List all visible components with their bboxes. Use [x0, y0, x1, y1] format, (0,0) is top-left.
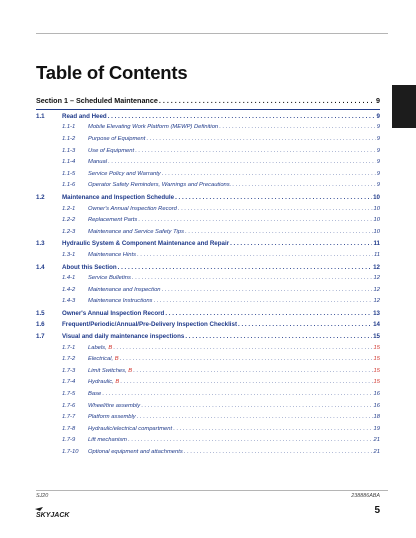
leader-dots [162, 171, 376, 177]
toc-entry-title [88, 171, 161, 177]
toc-entry[interactable] [36, 391, 380, 403]
toc-entry-page: 9 [376, 112, 380, 120]
toc-entry-text: About this Section [62, 263, 117, 271]
leader-dots [153, 298, 372, 304]
toc-entry-page: 16 [373, 391, 380, 398]
toc-entry-number: 1.7-2 [62, 356, 76, 363]
toc-entry-number: 1.1-5 [62, 170, 76, 177]
toc-entry[interactable] [36, 287, 380, 299]
toc-entry-page: 12 [373, 275, 380, 282]
toc-entry-number: 1.7-7 [62, 414, 76, 421]
toc-entry-number: 1.7-9 [62, 437, 76, 444]
leader-dots [159, 96, 375, 105]
leader-dots [165, 310, 372, 317]
toc-entry-text: Maintenance Hints [88, 251, 137, 258]
toc-entry-title [88, 345, 112, 351]
toc-entry-text: Limit Switches, [88, 367, 127, 374]
toc-entry[interactable] [36, 414, 380, 426]
toc-entry[interactable] [36, 310, 380, 322]
toc-entry-title [88, 252, 136, 258]
toc-entry-title [88, 206, 177, 212]
toc-entry-title [62, 333, 184, 340]
toc-entry-title [88, 391, 101, 397]
leader-dots [175, 194, 372, 201]
toc-entry-text: Operator Safety Reminders, Warnings and Precautions. [88, 182, 232, 189]
section-underline [36, 109, 380, 110]
table-of-contents [36, 96, 380, 461]
leader-dots [102, 391, 372, 397]
toc-entry-page: 12 [373, 298, 380, 305]
toc-entry[interactable] [36, 356, 380, 368]
toc-entry[interactable] [36, 194, 380, 206]
toc-entry-page: 15 [373, 367, 380, 374]
header-rule [36, 33, 388, 34]
toc-entry[interactable] [36, 426, 380, 438]
toc-entry-page: 9 [376, 135, 380, 142]
toc-entry-title [62, 264, 117, 271]
toc-entry[interactable] [36, 437, 380, 449]
toc-entry-text: Labels, [88, 344, 107, 351]
leader-dots [238, 321, 372, 328]
toc-entry[interactable] [36, 252, 380, 264]
toc-entry-page: 15 [373, 344, 380, 351]
toc-entry-page: 13 [373, 309, 380, 317]
toc-entry-text: Read and Heed [62, 112, 107, 120]
leader-dots [108, 159, 376, 165]
toc-entry-text: Optional equipment and attachments [88, 449, 183, 456]
toc-entry-text: Visual and daily maintenance inspections [62, 333, 185, 341]
toc-entry-text: Maintenance Instructions [88, 298, 153, 305]
toc-entry-page: 9 [376, 159, 380, 166]
toc-entry-text: Service Bulletins [88, 275, 131, 282]
toc-entry-number: 1.7 [36, 333, 45, 341]
toc-entry[interactable] [36, 368, 380, 380]
toc-entries [36, 113, 380, 461]
leader-dots [137, 252, 373, 258]
toc-entry-text: Frequent/Periodic/Annual/Pre-Delivery Inspection Checklist [62, 321, 238, 329]
toc-entry-text: Owner's Annual Inspection Record [88, 205, 177, 212]
toc-entry[interactable] [36, 206, 380, 218]
logo-text: SKYJACK [36, 512, 70, 519]
toc-entry[interactable] [36, 321, 380, 333]
toc-entry-text: Replacement Parts [88, 217, 138, 224]
leader-dots [162, 287, 373, 293]
toc-entry-number: 1.7-10 [62, 449, 79, 456]
toc-entry-title [88, 229, 184, 235]
toc-entry[interactable] [36, 124, 380, 136]
toc-entry-revision-mark: B [128, 367, 133, 374]
toc-entry-number: 1.1-4 [62, 159, 76, 166]
leader-dots [185, 229, 373, 235]
leader-dots [133, 368, 372, 374]
leader-dots [173, 426, 372, 432]
toc-entry-number: 1.7-8 [62, 425, 76, 432]
toc-entry[interactable] [36, 148, 380, 160]
toc-entry-title [88, 287, 161, 293]
toc-entry-page: 15 [373, 333, 380, 341]
leader-dots [113, 345, 372, 351]
section-label: Section 1 – Scheduled Maintenance [36, 96, 158, 105]
toc-entry-title [88, 426, 172, 432]
toc-entry-text: Base [88, 391, 102, 398]
toc-entry-number: 1.7-1 [62, 344, 76, 351]
toc-section-1[interactable] [36, 96, 380, 108]
toc-entry-title [88, 437, 127, 443]
leader-dots [135, 148, 376, 154]
leader-dots [120, 356, 373, 362]
toc-entry-number: 1.4-1 [62, 275, 76, 282]
leader-dots [178, 206, 373, 212]
toc-entry-text: Use of Equipment [88, 147, 135, 154]
toc-entry-text: Hydraulic System & Component Maintenance and Repair [62, 240, 230, 248]
leader-dots [219, 124, 376, 130]
toc-entry-number: 1.4-3 [62, 298, 76, 305]
toc-entry-title [62, 240, 229, 247]
toc-entry-number: 1.7-3 [62, 367, 76, 374]
toc-entry-title [88, 298, 152, 304]
toc-entry-number: 1.2-3 [62, 228, 76, 235]
toc-entry[interactable] [36, 240, 380, 252]
toc-entry-number: 1.2-1 [62, 205, 76, 212]
toc-entry-page: 12 [373, 263, 380, 271]
toc-entry[interactable] [36, 403, 380, 415]
toc-entry[interactable] [36, 275, 380, 287]
toc-entry-title [88, 449, 183, 455]
toc-entry[interactable] [36, 333, 380, 345]
toc-entry-text: Maintenance and Inspection [88, 286, 161, 293]
toc-entry-title [62, 321, 237, 328]
toc-entry-title [88, 379, 119, 385]
section-thumb-tab [392, 85, 416, 128]
toc-entry-title [88, 403, 140, 409]
leader-dots [230, 240, 372, 247]
toc-entry[interactable] [36, 113, 380, 125]
toc-entry-page: 21 [373, 449, 380, 456]
toc-entry-number: 1.1-6 [62, 182, 76, 189]
toc-entry-page: 11 [373, 251, 380, 258]
toc-entry-revision-mark: B [115, 379, 120, 386]
toc-entry-number: 1.2-2 [62, 217, 76, 224]
toc-entry-title [88, 356, 119, 362]
toc-entry-number: 1.4 [36, 263, 45, 271]
toc-entry-page: 9 [376, 124, 380, 131]
skyjack-logo [34, 505, 72, 519]
toc-entry-page: 9 [376, 170, 380, 177]
toc-entry-title [62, 113, 107, 120]
leader-dots [141, 403, 372, 409]
toc-entry-revision-mark: B [114, 356, 119, 363]
toc-entry-text: Wheel/tire assembly [88, 402, 141, 409]
toc-entry-number: 1.3 [36, 240, 45, 248]
toc-entry-text: Hydraulic, [88, 379, 114, 386]
toc-entry-text: Platform assembly [88, 414, 136, 421]
leader-dots [138, 217, 372, 223]
leader-dots [120, 379, 372, 385]
toc-entry-page: 16 [373, 402, 380, 409]
toc-entry-number: 1.2 [36, 193, 45, 201]
toc-entry[interactable] [36, 217, 380, 229]
leader-dots [146, 136, 375, 142]
toc-entry-number: 1.7-4 [62, 379, 76, 386]
leader-dots [185, 333, 372, 340]
toc-entry-page: 18 [373, 414, 380, 421]
toc-entry-text: Purpose of Equipment [88, 135, 146, 142]
toc-entry[interactable] [36, 136, 380, 148]
toc-entry-number: 1.6 [36, 321, 45, 329]
toc-entry-number: 1.1-1 [62, 124, 76, 131]
toc-entry-page: 9 [376, 182, 380, 189]
toc-entry-page: 11 [373, 240, 380, 248]
toc-entry-text: Maintenance and Inspection Schedule [62, 193, 175, 201]
toc-entry-page: 9 [376, 147, 380, 154]
footer-rule [36, 490, 388, 491]
toc-entry-title [88, 159, 107, 165]
toc-entry-number: 1.1-3 [62, 147, 76, 154]
toc-entry-title [88, 124, 218, 130]
page-number: 5 [374, 505, 380, 516]
leader-dots [132, 275, 373, 281]
toc-entry-title [88, 182, 231, 188]
footer-model: SJ20 [36, 493, 49, 499]
leader-dots [128, 437, 373, 443]
toc-entry-number: 1.4-2 [62, 286, 76, 293]
toc-entry-page: 10 [373, 193, 380, 201]
toc-entry-text: Lift mechanism [88, 437, 127, 444]
leader-dots [108, 113, 376, 120]
leader-dots [184, 449, 373, 455]
leader-dots [118, 264, 372, 271]
toc-entry[interactable] [36, 159, 380, 171]
toc-entry-page: 10 [373, 217, 380, 224]
toc-entry-number: 1.7-5 [62, 391, 76, 398]
toc-entry-title [88, 368, 132, 374]
toc-entry-title [62, 310, 164, 317]
toc-entry-page: 12 [373, 286, 380, 293]
toc-entry-page: 15 [373, 356, 380, 363]
toc-entry-title [88, 414, 136, 420]
toc-entry-number: 1.1 [36, 112, 45, 120]
toc-entry-title [62, 194, 174, 201]
toc-entry[interactable] [36, 298, 380, 310]
toc-entry-text: Manual [88, 159, 108, 166]
leader-dots [137, 414, 373, 420]
toc-entry[interactable] [36, 182, 380, 194]
toc-entry-text: Maintenance and Service Safety Tips [88, 228, 184, 235]
toc-entry-text: Service Policy and Warranty [88, 170, 161, 177]
toc-entry[interactable] [36, 345, 380, 357]
toc-entry-number: 1.1-2 [62, 135, 76, 142]
toc-entry[interactable] [36, 264, 380, 276]
toc-entry-page: 19 [373, 425, 380, 432]
toc-entry-page: 21 [373, 437, 380, 444]
toc-entry-page: 14 [373, 321, 380, 329]
toc-entry-text: Hydraulic/electrical compartment [88, 425, 173, 432]
toc-entry-text: Mobile Elevating Work Platform (MEWP) Definition [88, 124, 219, 131]
toc-entry-number: 1.3-1 [62, 251, 76, 258]
toc-entry-page: 10 [373, 205, 380, 212]
footer-doc-number: 238886ABA [351, 493, 380, 499]
toc-entry-text: Owner's Annual Inspection Record [62, 309, 165, 317]
leader-dots [232, 182, 375, 188]
toc-entry-number: 1.7-6 [62, 402, 76, 409]
toc-entry-title [88, 275, 131, 281]
toc-entry-number: 1.5 [36, 309, 45, 317]
toc-entry[interactable] [36, 171, 380, 183]
toc-entry-text: Electrical, [88, 356, 114, 363]
page-title: Table of Contents [36, 62, 188, 83]
toc-entry[interactable] [36, 379, 380, 391]
toc-entry[interactable] [36, 229, 380, 241]
toc-entry[interactable] [36, 449, 380, 461]
toc-entry-page: 15 [373, 379, 380, 386]
toc-entry-page: 10 [373, 228, 380, 235]
toc-entry-revision-mark: B [108, 344, 113, 351]
toc-entry-title [88, 148, 134, 154]
toc-entry-title [88, 136, 145, 142]
section-page: 9 [376, 96, 380, 105]
toc-entry-title [88, 217, 137, 223]
